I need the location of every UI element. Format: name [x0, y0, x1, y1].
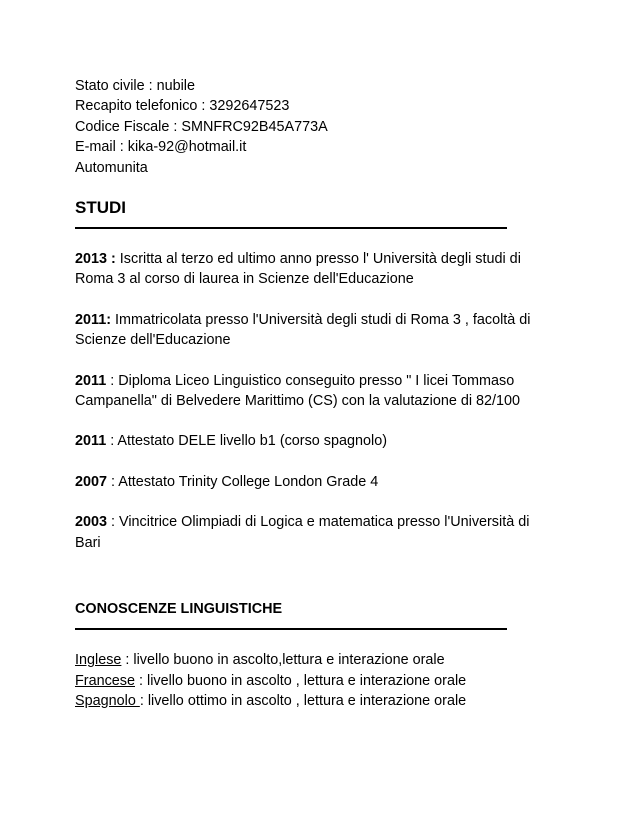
- entry-year: 2003: [75, 514, 108, 531]
- marital-status: Stato civile : nubile: [75, 78, 195, 94]
- language-name: Spagnolo: [75, 692, 140, 709]
- tax-code: Codice Fiscale : SMNFRC92B45A773A: [75, 118, 328, 135]
- language-list: [75, 650, 575, 711]
- studi-list: [75, 249, 575, 553]
- entry-year: 2007: [75, 473, 108, 490]
- entry-text-cont: Scienze dell'Educazione: [75, 332, 231, 349]
- language-level: : livello buono in ascolto , lettura e interazione orale: [135, 672, 467, 689]
- language-item: [75, 650, 575, 670]
- entry-text: : Attestato Trinity College London Grade 4: [107, 473, 379, 490]
- language-item: [75, 671, 575, 691]
- language-level: : livello buono in ascolto,lettura e interazione orale: [121, 652, 445, 669]
- personal-info: [75, 76, 575, 178]
- entry-year: 2011: [75, 433, 107, 450]
- cv-page: [75, 76, 575, 711]
- study-entry: [75, 431, 575, 451]
- entry-year: 2011: [75, 372, 107, 389]
- studi-title: STUDI: [75, 198, 126, 218]
- entry-text-cont: Bari: [75, 534, 101, 551]
- study-entry: [75, 310, 575, 351]
- entry-text-cont: Campanella" di Belvedere Marittimo (CS) con la valutazione di 82/100: [75, 393, 521, 410]
- entry-text: Iscritta al terzo ed ultimo anno presso l' Università degli studi di: [115, 251, 521, 268]
- entry-text: : Diploma Liceo Linguistico conseguito presso " I licei Tommaso: [106, 372, 515, 389]
- study-entry: [75, 512, 575, 553]
- study-entry: [75, 371, 575, 412]
- language-name: Inglese: [75, 652, 122, 669]
- language-item: [75, 691, 575, 711]
- entry-text-cont: Roma 3 al corso di laurea in Scienze dell'Educazione: [75, 271, 414, 288]
- language-level: : livello ottimo in ascolto , lettura e interazione orale: [139, 692, 467, 709]
- entry-year: 2011:: [75, 311, 112, 328]
- study-entry: [75, 249, 575, 290]
- entry-text: : Attestato DELE livello b1 (corso spagnolo): [106, 433, 387, 450]
- studi-divider: [75, 227, 507, 229]
- language-name: Francese: [75, 672, 135, 689]
- lingue-divider: [75, 628, 507, 630]
- email: E-mail : kika-92@hotmail.it: [75, 139, 247, 156]
- phone-number: Recapito telefonico : 3292647523: [75, 98, 290, 115]
- lingue-title: CONOSCENZE LINGUISTICHE: [75, 601, 283, 618]
- car-owner: Automunita: [75, 159, 148, 176]
- study-entry: [75, 472, 575, 492]
- entry-year: 2013 :: [75, 251, 116, 268]
- entry-text: : Vincitrice Olimpiadi di Logica e matematica presso l'Università di: [107, 514, 530, 531]
- entry-text: Immatricolata presso l'Università degli studi di Roma 3 , facoltà di: [111, 311, 531, 328]
